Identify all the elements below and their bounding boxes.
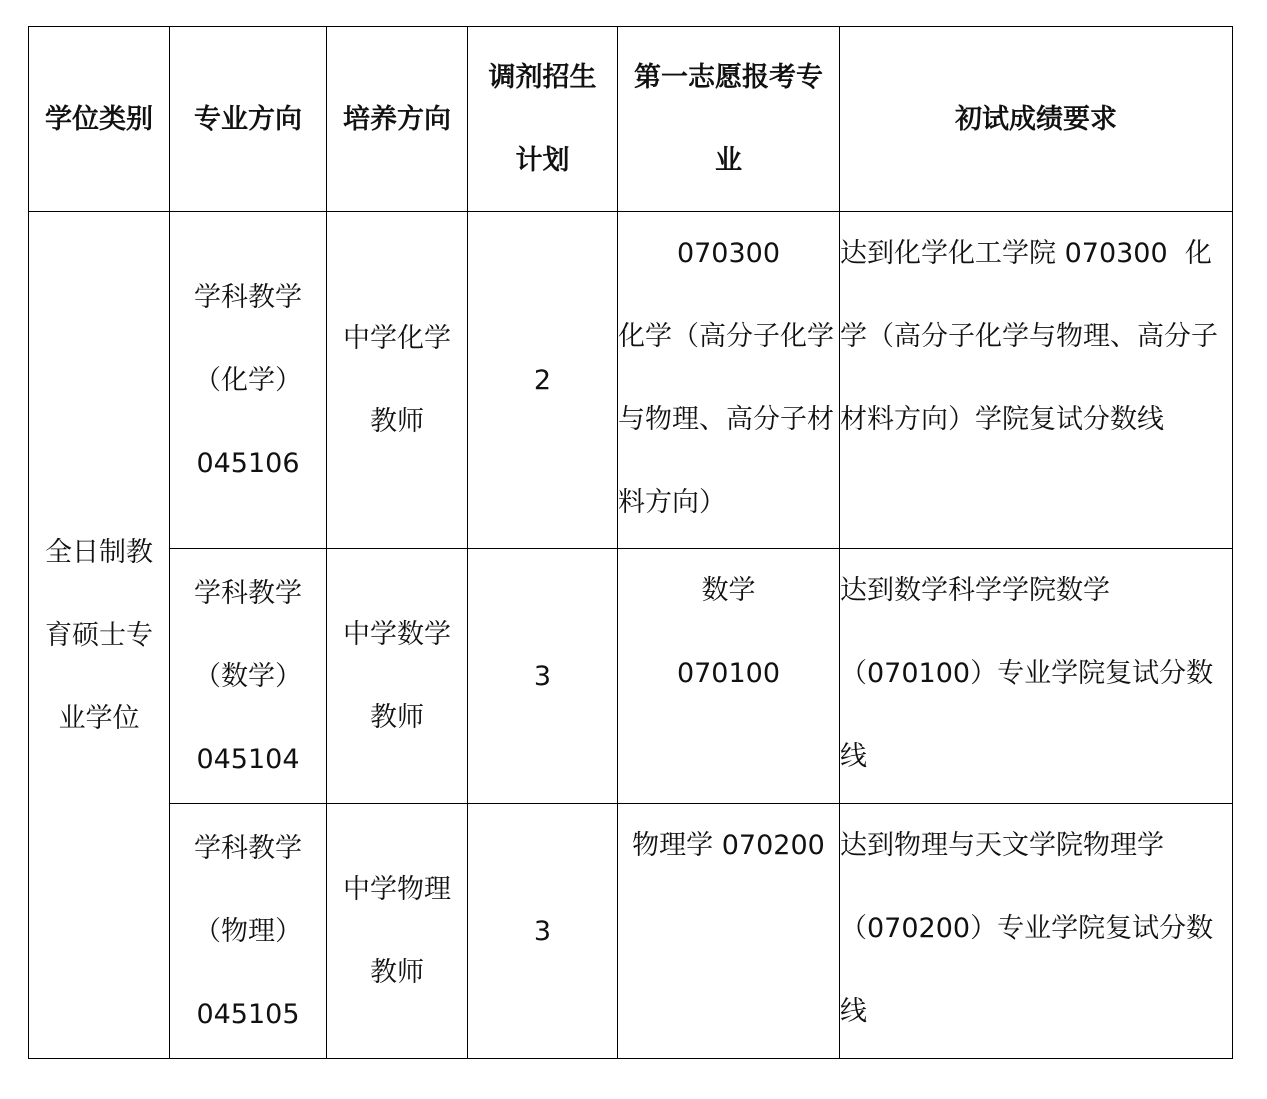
major-cell: 学科教学 （物理） 045105 xyxy=(170,804,327,1059)
training-cell: 中学化学 教师 xyxy=(327,212,468,549)
header-major-direction: 专业方向 xyxy=(170,27,327,212)
header-row xyxy=(29,27,1233,212)
training-cell: 中学数学 教师 xyxy=(327,549,468,804)
table-row xyxy=(29,212,1233,549)
plan-cell: 2 xyxy=(468,212,618,549)
degree-type-cell: 全日制教 育硕士专 业学位 xyxy=(29,212,170,1059)
header-training-direction: 培养方向 xyxy=(327,27,468,212)
first-choice-cell: 070300 化学（高分子化学 与物理、高分子材 料方向） xyxy=(618,212,840,549)
requirement-cell: 达到化学化工学院 070300 化 学（高分子化学与物理、高分子 材料方向）学院复试分数线 xyxy=(840,212,1233,549)
plan-cell: 3 xyxy=(468,804,618,1059)
major-cell: 学科教学 （数学） 045104 xyxy=(170,549,327,804)
first-choice-cell: 物理学 070200 xyxy=(618,804,840,1059)
first-choice-cell: 数学 070100 xyxy=(618,549,840,804)
plan-cell: 3 xyxy=(468,549,618,804)
header-score-requirement: 初试成绩要求 xyxy=(840,27,1233,212)
training-cell: 中学物理 教师 xyxy=(327,804,468,1059)
header-degree-type: 学位类别 xyxy=(29,27,170,212)
major-cell: 学科教学 （化学） 045106 xyxy=(170,212,327,549)
header-first-choice: 第一志愿报考专 业 xyxy=(618,27,840,212)
header-plan: 调剂招生 计划 xyxy=(468,27,618,212)
table-row xyxy=(29,549,1233,804)
table-row xyxy=(29,804,1233,1059)
requirement-cell: 达到数学科学学院数学 （070100）专业学院复试分数 线 xyxy=(840,549,1233,804)
admission-table xyxy=(28,26,1233,1059)
requirement-cell: 达到物理与天文学院物理学 （070200）专业学院复试分数 线 xyxy=(840,804,1233,1059)
